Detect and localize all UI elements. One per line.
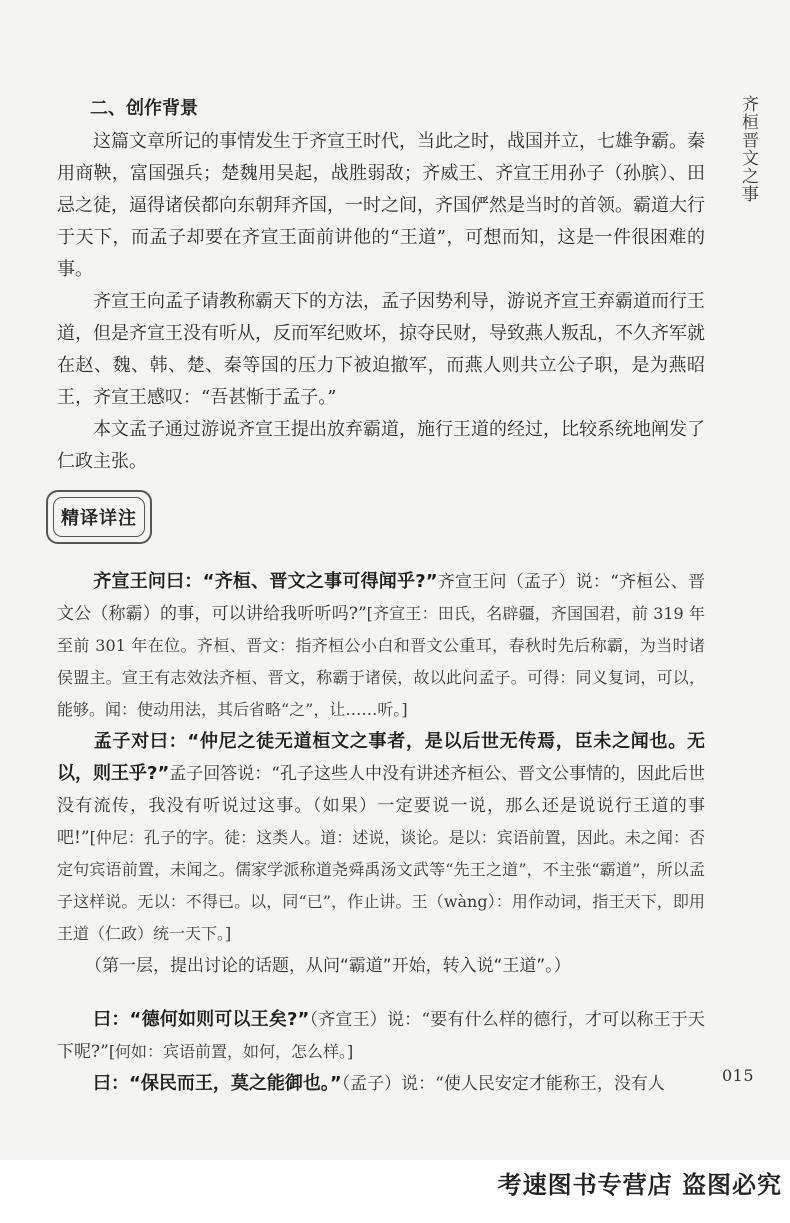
annotated-paragraph <box>57 726 705 950</box>
translation-text: 齐宣王问（孟子）说：“齐桓公、晋文公（称霸）的事，可以讲给我听听吗?” <box>57 572 705 624</box>
original-text: 曰：“德何如则可以王矣?” <box>93 1009 310 1030</box>
section-badge <box>46 490 152 544</box>
original-text: 齐宣王问曰：“齐桓、晋文之事可得闻乎?” <box>93 571 438 592</box>
running-header-title: 齐桓晋文之事 <box>738 95 758 203</box>
page-number: 015 <box>722 1066 755 1085</box>
section-badge-label: 精译详注 <box>53 497 145 537</box>
annotated-paragraph <box>57 566 705 726</box>
annotated-text <box>57 566 705 1100</box>
original-text: 孟子对曰：“仲尼之徒无道桓文之事者，是以后世无传焉，臣未之闻也。无以，则王乎?” <box>57 731 705 784</box>
annotation-text: [仲尼：孔子的字。徒：这类人。道：述说，谈论。是以：宾语前置，因此。未之闻：否定句宾语前置，未闻之。儒家学派称道尧舜禹汤文武等“先王之道”，不主张“霸道”，所以孟子这样说。无以：不得已。以，同“已”，作止讲。王（wàng）：用作动词，指王天下，即用王道（仁政）统一天下。] <box>57 828 705 943</box>
shop-watermark: 考速图书专营店 盗图必究 <box>497 1171 782 1199</box>
section-heading: 二、创作背景 <box>90 98 198 119</box>
background-section <box>57 92 705 478</box>
original-text: 曰：“保民而王，莫之能御也。” <box>93 1073 342 1094</box>
annotated-paragraph <box>57 1068 705 1100</box>
paragraph: 本文孟子通过游说齐宣王提出放弃霸道，施行王道的经过，比较系统地阐发了仁政主张。 <box>57 419 705 472</box>
translation-text: （孟子）说：“使人民安定才能称王，没有人 <box>341 1074 665 1094</box>
paragraph: 这篇文章所记的事情发生于齐宣王时代，当此之时，战国并立，七雄争霸。秦用商鞅，富国强兵；楚魏用吴起，战胜弱敌；齐威王、齐宣王用孙子（孙膑）、田忌之徒，逼得诸侯都向东朝拜齐国，一时之间，齐国俨然是当时的首领。霸道大行于天下，而孟子却要在齐宣王面前讲他的“王道”，可想而知，这是一件很困难的事。 <box>57 131 705 280</box>
layer-summary: （第一层，提出讨论的话题，从问“霸道”开始，转入说“王道”。） <box>85 956 571 976</box>
translation-text: （齐宣王）说：“要有什么样的德行，才可以称王于天下呢?” <box>57 1010 705 1062</box>
annotation-text: [齐宣王：田氏，名辟疆，齐国国君，前 319 年至前 301 年在位。齐桓、晋文：指齐桓公小白和晋文公重耳，春秋时先后称霸，为当时诸侯盟主。宣王有志效法齐桓、晋文，称霸于诸侯，故以此问孟子。可得：同义复词，可以，能够。闻：使动用法，其后省略“之”，让……听。] <box>57 604 705 719</box>
annotation-text: [何如：宾语前置，如何，怎么样。] <box>108 1042 354 1061</box>
translation-text: 孟子回答说：“孔子这些人中没有讲述齐桓公、晋文公事情的，因此后世没有流传，我没有听说过这事。（如果）一定要说一说，那么还是说说行王道的事吧!” <box>57 764 705 848</box>
annotated-paragraph <box>57 1004 705 1068</box>
paragraph: 齐宣王向孟子请教称霸天下的方法，孟子因势利导，游说齐宣王弃霸道而行王道，但是齐宣王没有听从，反而军纪败坏，掠夺民财，导致燕人叛乱，不久齐军就在赵、魏、韩、楚、秦等国的压力下被迫撤军，而燕人则共立公子职，是为燕昭王，齐宣王感叹：“吾甚惭于孟子。” <box>57 291 705 408</box>
